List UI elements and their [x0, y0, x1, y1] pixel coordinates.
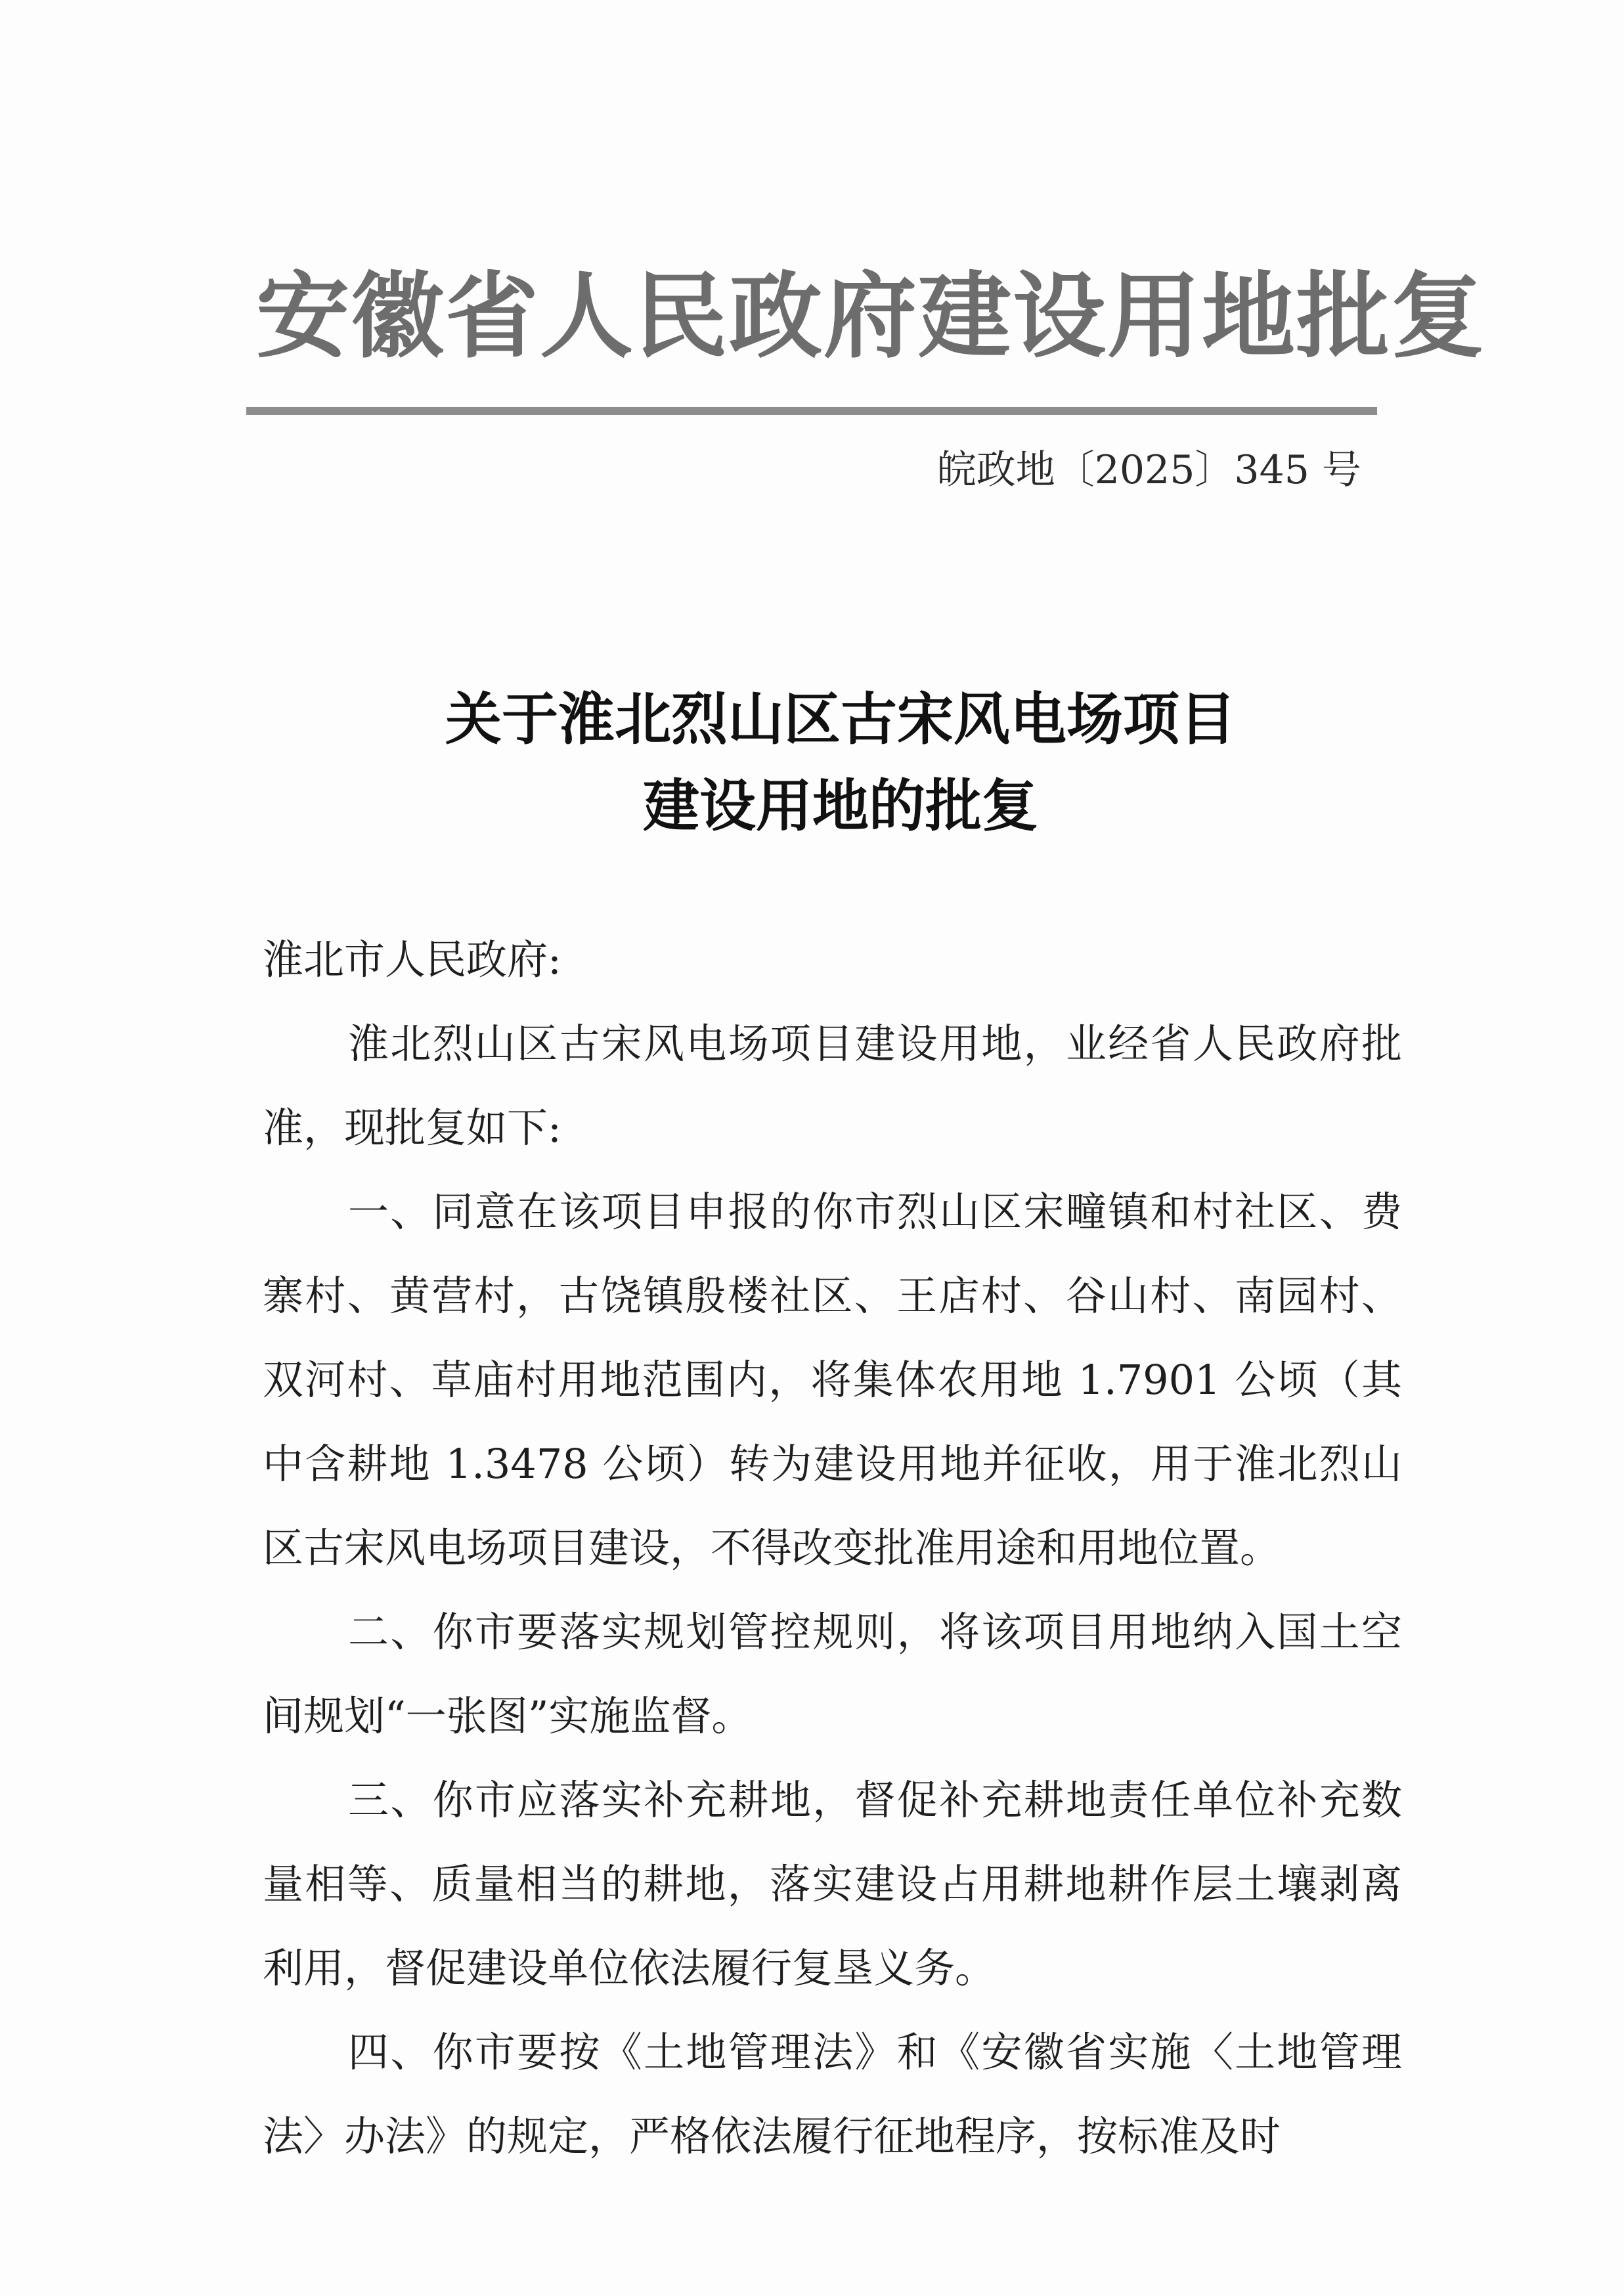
document-number: 皖政地〔2025〕345 号	[936, 447, 1361, 493]
masthead-divider	[246, 407, 1377, 415]
paragraph-item-1: 一、同意在该项目申报的你市烈山区宋疃镇和村社区、费寨村、黄营村，古饶镇殷楼社区、王店村、谷山村、南园村、双河村、草庙村用地范围内，将集体农用地 1.7901 公顷（其中含耕地 1.3478 公顷）转为建设用地并征收，用于淮北烈山区古宋风电场项目建设，不得改变批准用途和用地位置。	[263, 1188, 1402, 1572]
title-line-1: 关于淮北烈山区古宋风电场项目	[445, 687, 1236, 752]
addressee: 淮北市人民政府:	[263, 936, 561, 984]
document-title	[223, 676, 1458, 850]
masthead-title: 安徽省人民政府建设用地批复	[256, 263, 1485, 371]
paragraph-intro: 淮北烈山区古宋风电场项目建设用地，业经省人民政府批准，现批复如下:	[263, 1020, 1402, 1152]
title-line-2: 建设用地的批复	[643, 773, 1038, 839]
paragraph-item-2: 二、你市要落实规划管控规则，将该项目用地纳入国土空间规划“一张图”实施监督。	[263, 1608, 1402, 1740]
document-body	[263, 918, 1402, 2178]
paragraph-item-3: 三、你市应落实补充耕地，督促补充耕地责任单位补充数量相等、质量相当的耕地，落实建设占用耕地耕作层土壤剥离利用，督促建设单位依法履行复垦义务。	[263, 1776, 1402, 1992]
paragraph-item-4: 四、你市要按《土地管理法》和《安徽省实施〈土地管理法〉办法》的规定，严格依法履行征地程序，按标准及时	[263, 2028, 1402, 2160]
